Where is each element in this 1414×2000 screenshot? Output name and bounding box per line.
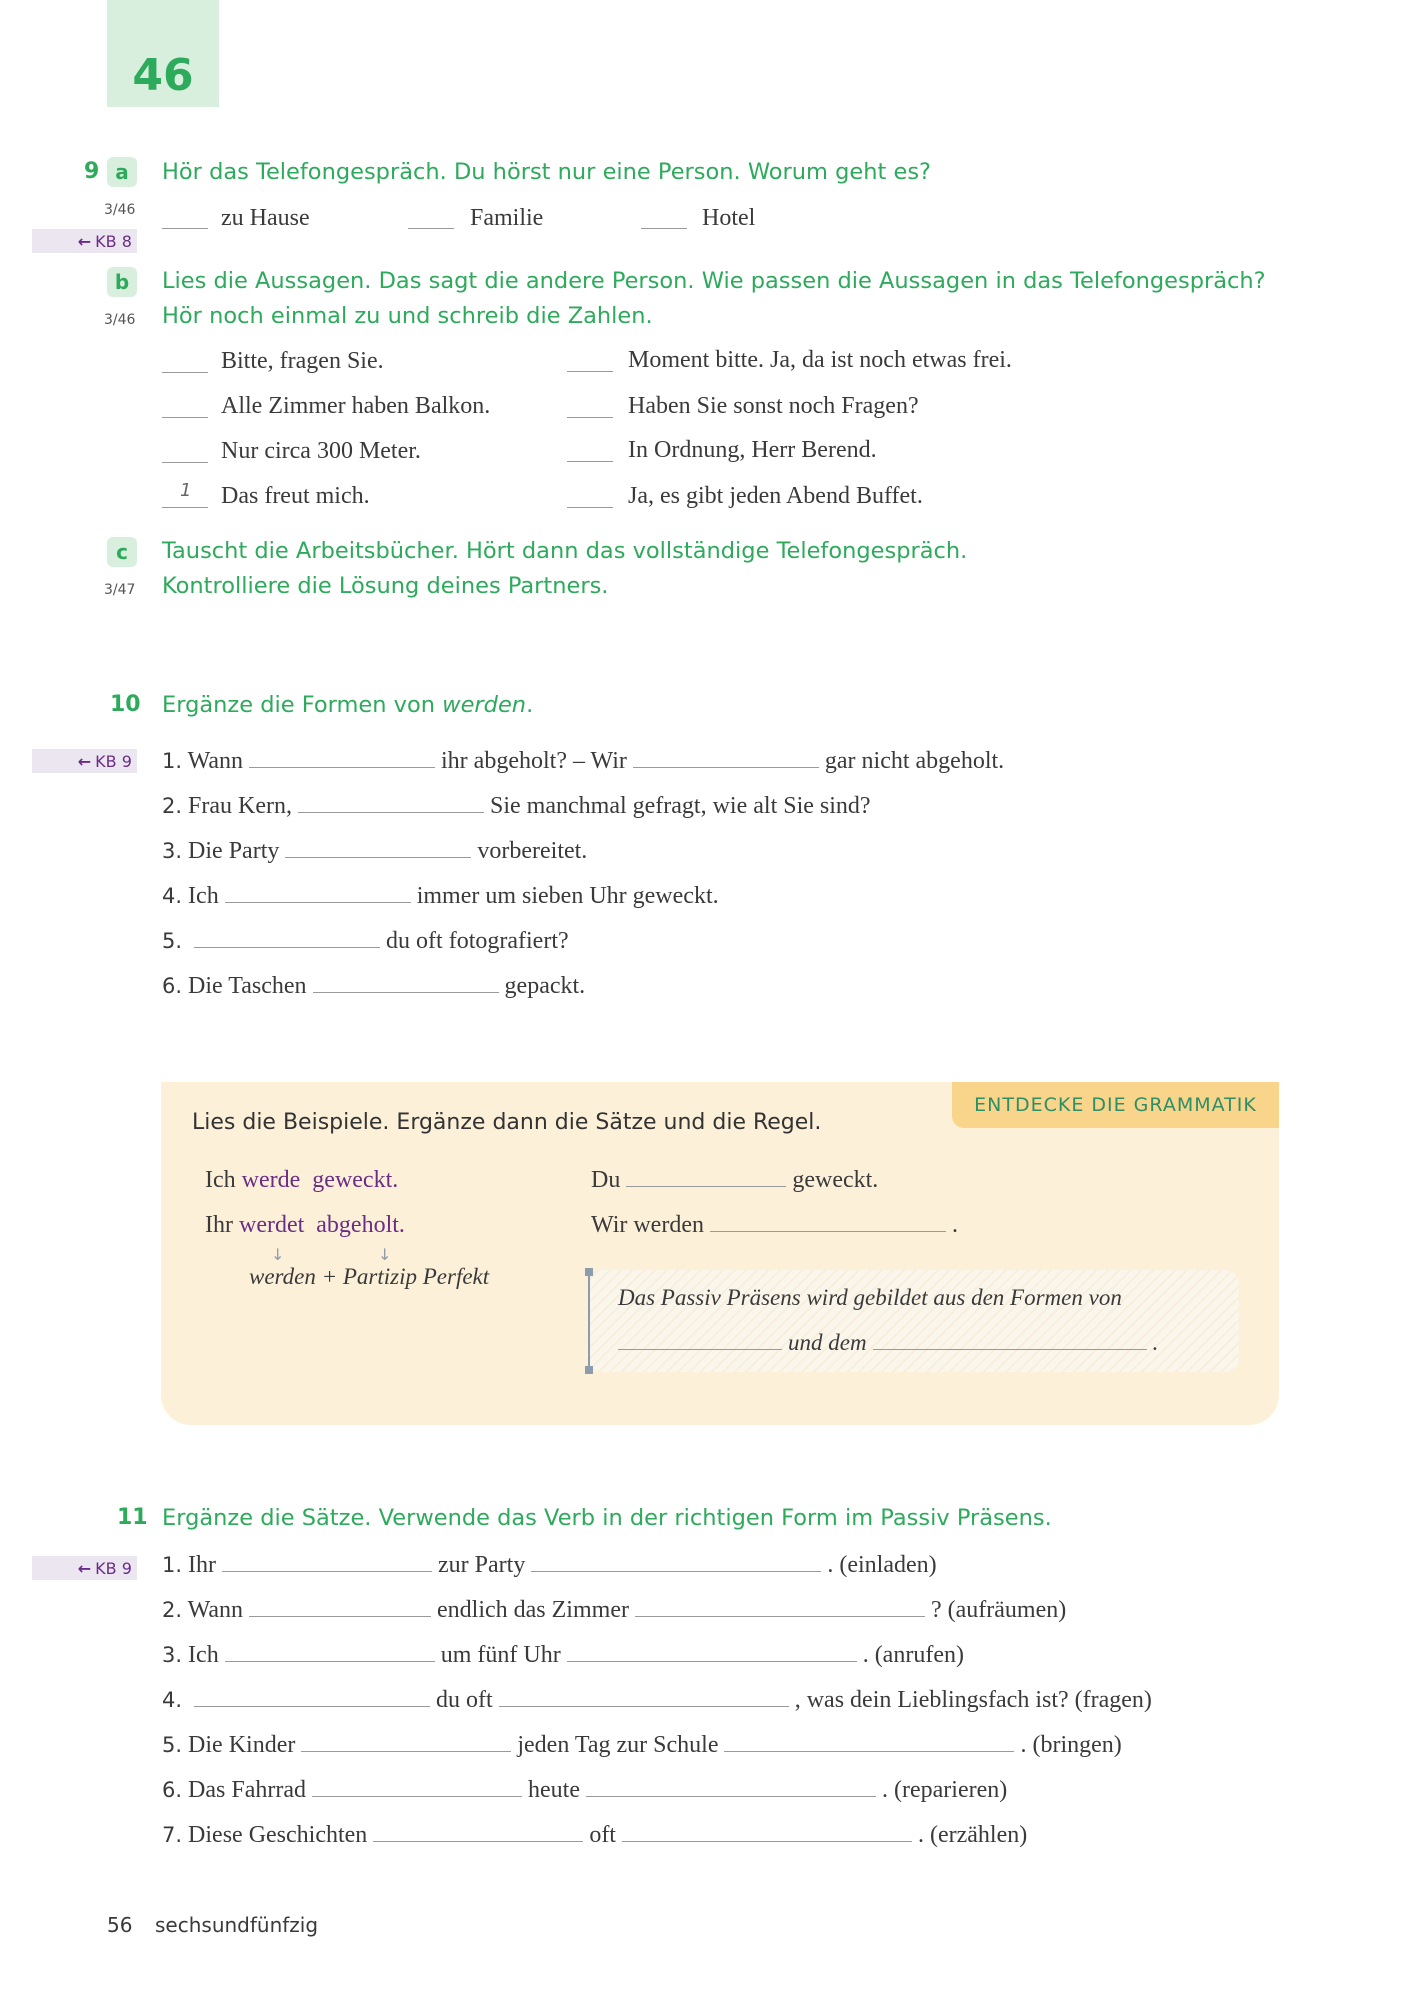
item-number: 5. (162, 1733, 183, 1757)
answer-blank[interactable] (635, 1615, 925, 1617)
exercise-10-kb-reference (32, 749, 137, 773)
exercise-9c-instruction-line2: Kontrolliere die Lösung deines Partners. (162, 573, 609, 599)
rule-bracket-dot (585, 1268, 593, 1276)
answer-blank[interactable] (222, 1570, 432, 1572)
exercise-11-kb-reference (32, 1556, 137, 1580)
item-text: ? (aufräumen) (930, 1597, 1067, 1623)
answer-blank[interactable] (618, 1348, 782, 1350)
answer-blank[interactable] (641, 228, 687, 229)
item-number: 6. (162, 974, 183, 998)
exercise-11-item-5 (162, 1732, 1122, 1759)
exercise-11-item-7 (162, 1822, 1027, 1849)
item-text: oft (589, 1822, 616, 1848)
item-text: um fünf Uhr (440, 1642, 561, 1668)
answer-blank[interactable] (194, 1705, 430, 1707)
example-verb: werde (241, 1167, 301, 1193)
grammar-rule-line1: Das Passiv Präsens wird gebildet aus den Formen von (618, 1285, 1122, 1310)
item-text: gepackt. (504, 973, 586, 999)
grammar-example-2 (205, 1212, 405, 1239)
answer-blank[interactable] (567, 461, 613, 462)
arrow-left-icon: ← (77, 751, 92, 771)
grammar-instruction: Lies die Beispiele. Ergänze dann die Sätze und die Regel. (192, 1110, 822, 1135)
item-text: , was dein Lieblingsfach ist? (fragen) (794, 1687, 1152, 1713)
exercise-9a-instruction: Hör das Telefongespräch. Du hörst nur eine Person. Worum geht es? (162, 159, 931, 185)
fill-text: Du (591, 1167, 621, 1193)
item-number: 5. (162, 929, 183, 953)
item-text: gar nicht abgeholt. (824, 748, 1005, 774)
answer-blank[interactable] (567, 1660, 857, 1662)
item-text: vorbereitet. (477, 838, 588, 864)
rule-bracket (588, 1270, 596, 1372)
answer-blank[interactable] (408, 228, 454, 229)
item-text: jeden Tag zur Schule (517, 1732, 719, 1758)
item-number: 2. (162, 1598, 183, 1622)
answer-blank[interactable] (162, 372, 208, 373)
statement-text: Moment bitte. Ja, da ist noch etwas frei. (628, 347, 1012, 373)
statement-text: Bitte, fragen Sie. (221, 348, 384, 374)
example-pronoun: Ihr (205, 1212, 233, 1238)
item-text: Ihr (188, 1552, 217, 1578)
arrow-left-icon: ← (77, 231, 92, 251)
exercise-10-item-5 (162, 928, 569, 955)
arrow-down-icon: ↓ (271, 1245, 285, 1264)
exercise-10-item-2 (162, 793, 871, 820)
item-text: Sie manchmal gefragt, wie alt Sie sind? (490, 793, 871, 819)
item-text: . (einladen) (827, 1552, 937, 1578)
exercise-11-item-4 (162, 1687, 1152, 1714)
item-text: Das Fahrrad (188, 1777, 307, 1803)
answer-blank[interactable] (194, 946, 380, 948)
arrow-down-icon: ↓ (378, 1245, 392, 1264)
fill-text: geweckt. (792, 1167, 879, 1193)
item-number: 4. (162, 1688, 183, 1712)
answer-blank[interactable] (567, 507, 613, 508)
item-text: du oft fotografiert? (386, 928, 569, 954)
item-text: immer um sieben Uhr geweckt. (416, 883, 719, 909)
example-answer: 1 (180, 480, 192, 501)
answer-blank[interactable] (499, 1705, 789, 1707)
arrow-left-icon: ← (77, 1558, 92, 1578)
answer-blank[interactable] (622, 1840, 912, 1842)
grammar-box-tab: ENTDECKE DIE GRAMMATIK (952, 1082, 1279, 1128)
item-text: . (erzählen) (917, 1822, 1028, 1848)
answer-blank[interactable] (724, 1750, 1014, 1752)
statement-text: Nur circa 300 Meter. (221, 438, 421, 464)
item-text: endlich das Zimmer (437, 1597, 629, 1623)
answer-blank[interactable] (567, 417, 613, 418)
exercise-9c-letter: c (107, 537, 137, 567)
statement-text: Haben Sie sonst noch Fragen? (628, 393, 919, 419)
item-text: Ich (188, 883, 219, 909)
exercise-9b-track: 3/46 (104, 312, 136, 328)
exercise-11-item-3 (162, 1642, 964, 1669)
item-text: Diese Geschichten (188, 1822, 368, 1848)
answer-blank[interactable] (586, 1795, 876, 1797)
statement-text: Das freut mich. (221, 483, 370, 509)
answer-blank[interactable] (162, 228, 208, 229)
fill-text: Wir werden (591, 1212, 704, 1238)
exercise-11-item-1 (162, 1552, 937, 1579)
answer-blank[interactable] (162, 417, 208, 418)
example-participle: geweckt. (312, 1167, 399, 1193)
exercise-11-item-6 (162, 1777, 1007, 1804)
lesson-number-tab: 46 (107, 0, 219, 107)
exercise-9a-track: 3/46 (104, 202, 136, 218)
exercise-11-instruction: Ergänze die Sätze. Verwende das Verb in der richtigen Form im Passiv Präsens. (162, 1505, 1052, 1531)
rule-bracket-dot (585, 1366, 593, 1374)
answer-blank[interactable] (162, 462, 208, 463)
exercise-10-item-3 (162, 838, 587, 865)
exercise-9b-instruction-line1: Lies die Aussagen. Das sagt die andere Person. Wie passen die Aussagen in das Telefongespräch? (162, 268, 1266, 294)
instruction-text: Ergänze die Formen von (162, 692, 443, 718)
option-text: zu Hause (221, 205, 310, 231)
item-text: Ich (188, 1642, 219, 1668)
item-text: . (bringen) (1020, 1732, 1122, 1758)
item-text: Die Party (188, 838, 280, 864)
statement-text: Ja, es gibt jeden Abend Buffet. (628, 483, 923, 509)
item-text: Wann (187, 1597, 244, 1623)
page-number-word: sechsundfünfzig (155, 1913, 319, 1937)
item-text: Wann (187, 748, 244, 774)
answer-blank[interactable] (313, 991, 499, 993)
kb-label: KB 9 (95, 751, 132, 771)
answer-blank[interactable] (249, 1615, 431, 1617)
fill-text: . (951, 1212, 958, 1238)
exercise-11-item-2 (162, 1597, 1066, 1624)
item-text: . (reparieren) (882, 1777, 1008, 1803)
item-number: 1. (162, 1553, 183, 1577)
exercise-9c-track: 3/47 (104, 582, 136, 598)
answer-blank[interactable] (225, 901, 411, 903)
item-text: Die Kinder (188, 1732, 296, 1758)
exercise-10-item-1 (162, 748, 1004, 775)
item-number: 1. (162, 749, 183, 773)
answer-blank[interactable] (626, 1185, 786, 1187)
answer-blank[interactable] (225, 1660, 435, 1662)
item-number: 7. (162, 1823, 183, 1847)
exercise-10-instruction (162, 688, 533, 723)
exercise-9b-letter: b (107, 267, 137, 297)
grammar-example-1 (205, 1167, 398, 1194)
exercise-9c-instruction-line1: Tauscht die Arbeitsbücher. Hört dann das vollständige Telefongespräch. (162, 538, 968, 564)
grammar-formula: werden + Partizip Perfekt (249, 1264, 490, 1289)
answer-blank[interactable] (633, 766, 819, 768)
item-number: 3. (162, 1643, 183, 1667)
answer-blank[interactable] (162, 507, 208, 508)
answer-blank[interactable] (531, 1570, 821, 1572)
item-text: zur Party (438, 1552, 526, 1578)
instruction-emphasis: werden (442, 692, 527, 718)
option-text: Familie (470, 205, 544, 231)
instruction-text: . (526, 692, 534, 718)
example-pronoun: Ich (205, 1167, 236, 1193)
answer-blank[interactable] (312, 1795, 522, 1797)
grammar-rule-line2 (612, 1330, 1158, 1356)
exercise-10-number: 10 (110, 692, 141, 717)
answer-blank[interactable] (301, 1750, 511, 1752)
statement-text: In Ordnung, Herr Berend. (628, 437, 877, 463)
item-text: Frau Kern, (188, 793, 293, 819)
item-text: du oft (436, 1687, 493, 1713)
grammar-fill-2 (591, 1212, 958, 1239)
exercise-9a-kb-reference (32, 229, 137, 253)
exercise-11-number: 11 (117, 1505, 148, 1530)
example-verb: werdet (238, 1212, 305, 1238)
answer-blank[interactable] (567, 371, 613, 372)
answer-blank[interactable] (710, 1230, 946, 1232)
item-text: . (anrufen) (862, 1642, 964, 1668)
answer-blank[interactable] (873, 1348, 1147, 1350)
item-number: 3. (162, 839, 183, 863)
exercise-9b-instruction-line2: Hör noch einmal zu und schreib die Zahlen. (162, 303, 653, 329)
item-text: heute (528, 1777, 580, 1803)
exercise-10-item-6 (162, 973, 585, 1000)
grammar-fill-1 (591, 1167, 878, 1194)
exercise-9a-letter: a (107, 157, 137, 187)
rule-text: und dem (788, 1330, 867, 1355)
kb-label: KB 9 (95, 1558, 132, 1578)
kb-label: KB 8 (95, 231, 132, 251)
exercise-9-number: 9 (84, 159, 100, 184)
page-number: 56 (107, 1913, 133, 1937)
item-number: 6. (162, 1778, 183, 1802)
item-text: Die Taschen (188, 973, 307, 999)
option-text: Hotel (702, 205, 756, 231)
answer-blank[interactable] (249, 766, 435, 768)
example-participle: abgeholt. (316, 1212, 405, 1238)
item-number: 2. (162, 794, 183, 818)
answer-blank[interactable] (373, 1840, 583, 1842)
answer-blank[interactable] (298, 811, 484, 813)
answer-blank[interactable] (285, 856, 471, 858)
item-number: 4. (162, 884, 183, 908)
rule-text: . (1152, 1330, 1159, 1355)
item-text: ihr abgeholt? – Wir (441, 748, 627, 774)
statement-text: Alle Zimmer haben Balkon. (221, 393, 491, 419)
exercise-10-item-4 (162, 883, 719, 910)
